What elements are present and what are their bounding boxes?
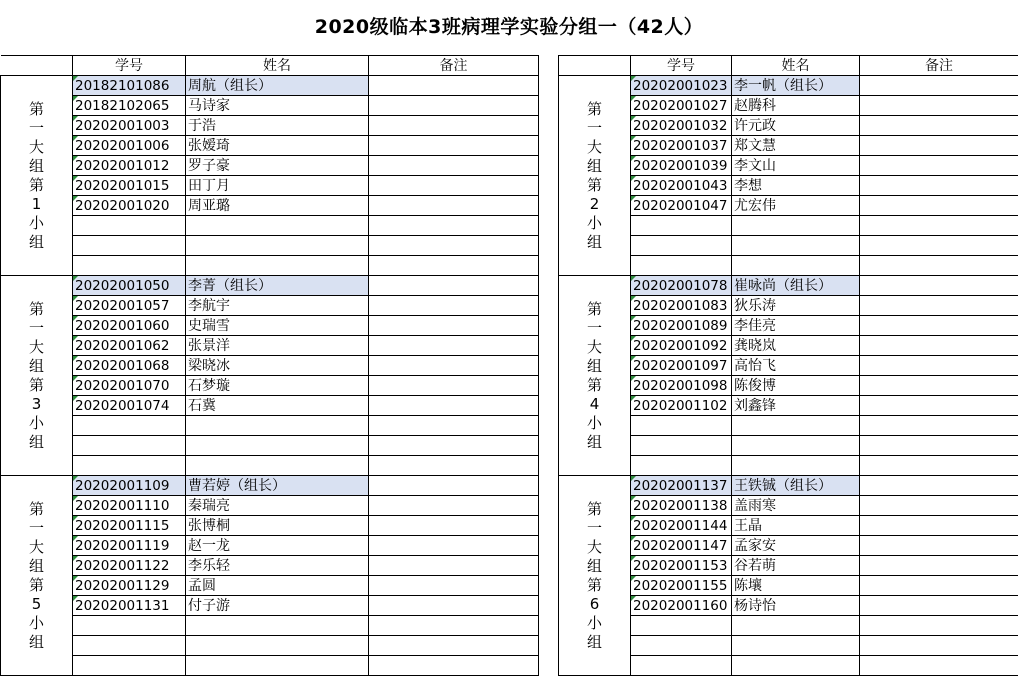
note-cell[interactable]	[369, 236, 539, 256]
group-label-char: 一	[559, 319, 630, 338]
student-id-cell[interactable]: 20202001068	[73, 356, 186, 376]
student-name-cell[interactable]	[732, 416, 860, 436]
table-row	[1, 456, 539, 476]
group-label-char: 大	[1, 338, 72, 357]
group-label-char: 3	[1, 395, 72, 414]
note-cell[interactable]	[860, 656, 1018, 676]
student-id-cell[interactable]: 20202001098	[631, 376, 732, 396]
note-cell[interactable]	[860, 556, 1018, 576]
group-label-char: 6	[559, 595, 630, 614]
group-label[interactable]	[559, 76, 631, 276]
note-cell[interactable]	[860, 476, 1018, 496]
student-id-cell[interactable]: 20202001032	[631, 116, 732, 136]
group-label-char: 小	[559, 614, 630, 633]
note-cell[interactable]	[860, 416, 1018, 436]
group-label-char: 组	[559, 357, 630, 376]
student-id-cell[interactable]: 20202001062	[73, 336, 186, 356]
student-id-cell[interactable]: 20202001057	[73, 296, 186, 316]
student-name-cell[interactable]	[186, 636, 369, 656]
note-cell[interactable]	[860, 376, 1018, 396]
student-id-cell[interactable]: 20202001137	[631, 476, 732, 496]
student-id-cell[interactable]	[73, 436, 186, 456]
group-label[interactable]	[559, 476, 631, 676]
student-id-cell[interactable]: 20202001027	[631, 96, 732, 116]
student-id-cell[interactable]	[631, 236, 732, 256]
student-name-cell[interactable]: 石梦璇	[186, 376, 369, 396]
note-cell[interactable]	[369, 276, 539, 296]
student-name-cell[interactable]: 王铁铖（组长）	[732, 476, 860, 496]
note-cell[interactable]	[369, 596, 539, 616]
student-name-cell[interactable]	[186, 456, 369, 476]
student-name-cell[interactable]: 孟家安	[732, 536, 860, 556]
table-row	[1, 436, 539, 456]
student-id-cell[interactable]	[631, 656, 732, 676]
note-cell[interactable]	[369, 556, 539, 576]
table-row	[559, 476, 1018, 496]
student-name-cell[interactable]: 狄乐涛	[732, 296, 860, 316]
note-cell[interactable]	[860, 96, 1018, 116]
student-id-cell[interactable]	[631, 416, 732, 436]
student-name-cell[interactable]: 陈壤	[732, 576, 860, 596]
student-name-cell[interactable]: 龚晓岚	[732, 336, 860, 356]
table-row	[1, 536, 539, 556]
student-id-cell[interactable]: 20202001050	[73, 276, 186, 296]
group-label-char: 第	[559, 376, 630, 395]
group-label-char: 小	[1, 214, 72, 233]
student-name-cell[interactable]: 李菁（组长）	[186, 276, 369, 296]
table-row	[1, 116, 539, 136]
note-cell[interactable]	[860, 336, 1018, 356]
student-name-cell[interactable]	[732, 236, 860, 256]
note-cell[interactable]	[369, 316, 539, 336]
student-name-cell[interactable]: 李佳亮	[732, 316, 860, 336]
student-id-cell[interactable]: 20202001122	[73, 556, 186, 576]
student-id-cell[interactable]	[73, 236, 186, 256]
student-name-cell[interactable]: 高怡飞	[732, 356, 860, 376]
right-group-table	[558, 55, 1018, 676]
note-cell[interactable]	[860, 316, 1018, 336]
group-label-char: 大	[559, 338, 630, 357]
group-label[interactable]	[1, 276, 73, 476]
student-name-cell[interactable]	[186, 416, 369, 436]
table-row	[1, 216, 539, 236]
student-name-cell[interactable]	[186, 256, 369, 276]
student-id-cell[interactable]	[631, 456, 732, 476]
note-cell[interactable]	[369, 436, 539, 456]
student-name-cell[interactable]: 张景洋	[186, 336, 369, 356]
note-cell[interactable]	[860, 576, 1018, 596]
table-row	[1, 276, 539, 296]
student-name-cell[interactable]	[186, 436, 369, 456]
table-row	[1, 616, 539, 636]
group-label-char: 大	[559, 538, 630, 557]
student-name-cell[interactable]: 梁晓冰	[186, 356, 369, 376]
student-name-cell[interactable]	[732, 216, 860, 236]
student-id-cell[interactable]	[73, 256, 186, 276]
header-student-id[interactable]: 学号	[631, 56, 732, 76]
note-cell[interactable]	[369, 196, 539, 216]
group-label-char: 第	[1, 376, 72, 395]
left-group-table	[0, 55, 539, 676]
group-label-char: 第	[559, 500, 630, 519]
student-id-cell[interactable]: 20202001138	[631, 496, 732, 516]
student-name-cell[interactable]: 李想	[732, 176, 860, 196]
student-name-cell[interactable]: 张博桐	[186, 516, 369, 536]
group-label-char: 1	[1, 195, 72, 214]
student-id-cell[interactable]	[73, 216, 186, 236]
note-cell[interactable]	[860, 176, 1018, 196]
group-label-char: 组	[559, 157, 630, 176]
table-row	[1, 656, 539, 676]
note-cell[interactable]	[860, 196, 1018, 216]
header-note[interactable]: 备注	[860, 56, 1018, 76]
student-name-cell[interactable]: 刘鑫锋	[732, 396, 860, 416]
table-row	[1, 136, 539, 156]
note-cell[interactable]	[860, 436, 1018, 456]
student-name-cell[interactable]: 秦瑞亮	[186, 496, 369, 516]
student-id-cell[interactable]: 20202001119	[73, 536, 186, 556]
note-cell[interactable]	[860, 276, 1018, 296]
note-cell[interactable]	[369, 116, 539, 136]
group-label-char: 大	[559, 138, 630, 157]
student-name-cell[interactable]: 赵一龙	[186, 536, 369, 556]
student-name-cell[interactable]: 周亚璐	[186, 196, 369, 216]
student-id-cell[interactable]: 20202001131	[73, 596, 186, 616]
student-id-cell[interactable]	[631, 616, 732, 636]
student-name-cell[interactable]: 史瑞雪	[186, 316, 369, 336]
note-cell[interactable]	[369, 416, 539, 436]
group-label-char: 第	[1, 500, 72, 519]
group-label-char: 4	[559, 395, 630, 414]
group-label-char: 组	[1, 433, 72, 452]
student-id-cell[interactable]: 20202001070	[73, 376, 186, 396]
student-id-cell[interactable]	[73, 456, 186, 476]
group-label-char: 大	[1, 138, 72, 157]
student-name-cell[interactable]: 郑文慧	[732, 136, 860, 156]
note-cell[interactable]	[860, 296, 1018, 316]
group-label[interactable]	[1, 476, 73, 676]
student-name-cell[interactable]: 崔咏尚（组长）	[732, 276, 860, 296]
student-id-cell[interactable]: 20202001006	[73, 136, 186, 156]
note-cell[interactable]	[369, 176, 539, 196]
table-row	[1, 416, 539, 436]
student-id-cell[interactable]	[631, 436, 732, 456]
table-row	[1, 76, 539, 96]
group-label-char: 5	[1, 595, 72, 614]
table-row	[1, 236, 539, 256]
student-id-cell[interactable]	[73, 656, 186, 676]
student-id-cell[interactable]: 20202001078	[631, 276, 732, 296]
group-label-char: 组	[1, 157, 72, 176]
student-id-cell[interactable]: 20202001097	[631, 356, 732, 376]
group-label-char: 一	[1, 319, 72, 338]
sheet-title: 2020级临本3班病理学实验分组一（42人）	[0, 0, 1018, 54]
student-name-cell[interactable]: 曹若婷（组长）	[186, 476, 369, 496]
student-name-cell[interactable]	[732, 436, 860, 456]
group-label-char: 小	[1, 414, 72, 433]
note-cell[interactable]	[369, 356, 539, 376]
student-name-cell[interactable]: 谷若萌	[732, 556, 860, 576]
student-name-cell[interactable]: 李一帆（组长）	[732, 76, 860, 96]
header-student-id[interactable]: 学号	[73, 56, 186, 76]
student-id-cell[interactable]: 20202001074	[73, 396, 186, 416]
student-id-cell[interactable]: 20202001023	[631, 76, 732, 96]
group-label-char: 第	[1, 100, 72, 119]
group-label-char: 一	[559, 119, 630, 138]
note-cell[interactable]	[369, 496, 539, 516]
header-note[interactable]: 备注	[369, 56, 539, 76]
student-name-cell[interactable]: 田丁月	[186, 176, 369, 196]
student-name-cell[interactable]: 王晶	[732, 516, 860, 536]
group-label-char: 第	[559, 176, 630, 195]
corner-cell	[559, 56, 631, 76]
group-label-char: 小	[559, 414, 630, 433]
student-id-cell[interactable]: 20202001092	[631, 336, 732, 356]
student-id-cell[interactable]: 20202001015	[73, 176, 186, 196]
note-cell[interactable]	[860, 76, 1018, 96]
student-name-cell[interactable]: 盖雨寒	[732, 496, 860, 516]
group-label-char: 组	[1, 233, 72, 252]
table-row	[1, 316, 539, 336]
group-label-char: 组	[559, 233, 630, 252]
group-label-char: 组	[1, 633, 72, 652]
student-id-cell[interactable]: 20202001003	[73, 116, 186, 136]
group-label-char: 大	[1, 538, 72, 557]
group-label-char: 组	[559, 433, 630, 452]
student-id-cell[interactable]: 20202001102	[631, 396, 732, 416]
student-name-cell[interactable]: 付子游	[186, 596, 369, 616]
student-id-cell[interactable]: 20202001155	[631, 576, 732, 596]
note-cell[interactable]	[860, 156, 1018, 176]
table-row	[1, 156, 539, 176]
group-label-char: 组	[559, 557, 630, 576]
student-name-cell[interactable]	[732, 636, 860, 656]
student-name-cell[interactable]: 杨诗怡	[732, 596, 860, 616]
note-cell[interactable]	[369, 516, 539, 536]
note-cell[interactable]	[860, 236, 1018, 256]
student-name-cell[interactable]: 许元政	[732, 116, 860, 136]
note-cell[interactable]	[860, 496, 1018, 516]
table-row	[1, 376, 539, 396]
student-name-cell[interactable]	[186, 216, 369, 236]
group-label-char: 组	[559, 633, 630, 652]
student-id-cell[interactable]: 20182102065	[73, 96, 186, 116]
student-id-cell[interactable]: 20202001083	[631, 296, 732, 316]
group-label-char: 第	[559, 576, 630, 595]
note-cell[interactable]	[369, 396, 539, 416]
table-row	[1, 256, 539, 276]
group-label[interactable]	[1, 76, 73, 276]
note-cell[interactable]	[369, 216, 539, 236]
table-row	[1, 176, 539, 196]
student-name-cell[interactable]	[732, 616, 860, 636]
table-row	[1, 96, 539, 116]
note-cell[interactable]	[369, 336, 539, 356]
student-id-cell[interactable]: 20202001039	[631, 156, 732, 176]
student-id-cell[interactable]: 20202001060	[73, 316, 186, 336]
note-cell[interactable]	[369, 156, 539, 176]
group-label-char: 小	[559, 214, 630, 233]
student-id-cell[interactable]	[73, 636, 186, 656]
student-name-cell[interactable]: 罗子豪	[186, 156, 369, 176]
student-name-cell[interactable]: 孟圆	[186, 576, 369, 596]
note-cell[interactable]	[369, 96, 539, 116]
student-id-cell[interactable]: 20202001043	[631, 176, 732, 196]
table-row	[1, 596, 539, 616]
student-name-cell[interactable]: 于浩	[186, 116, 369, 136]
student-id-cell[interactable]: 20202001012	[73, 156, 186, 176]
table-row	[1, 396, 539, 416]
note-cell[interactable]	[369, 76, 539, 96]
note-cell[interactable]	[369, 136, 539, 156]
student-id-cell[interactable]	[73, 616, 186, 636]
table-row	[1, 336, 539, 356]
student-name-cell[interactable]: 张嫒琦	[186, 136, 369, 156]
group-label-char: 第	[559, 300, 630, 319]
table-row	[559, 276, 1018, 296]
group-label-char: 第	[1, 300, 72, 319]
student-name-cell[interactable]: 尤宏伟	[732, 196, 860, 216]
student-id-cell[interactable]: 20202001037	[631, 136, 732, 156]
table-row	[1, 356, 539, 376]
note-cell[interactable]	[860, 456, 1018, 476]
group-label-char: 组	[1, 557, 72, 576]
student-id-cell[interactable]	[631, 636, 732, 656]
student-name-cell[interactable]	[732, 256, 860, 276]
note-cell[interactable]	[860, 356, 1018, 376]
group-label-char: 第	[1, 576, 72, 595]
student-id-cell[interactable]: 20202001115	[73, 516, 186, 536]
student-id-cell[interactable]: 20202001089	[631, 316, 732, 336]
note-cell[interactable]	[860, 116, 1018, 136]
table-row	[1, 636, 539, 656]
table-row	[1, 556, 539, 576]
note-cell[interactable]	[369, 376, 539, 396]
student-id-cell[interactable]	[73, 416, 186, 436]
group-label-char: 小	[1, 614, 72, 633]
student-name-cell[interactable]: 周航（组长）	[186, 76, 369, 96]
note-cell[interactable]	[860, 216, 1018, 236]
student-name-cell[interactable]: 石冀	[186, 396, 369, 416]
group-label-char: 一	[1, 119, 72, 138]
student-id-cell[interactable]: 20182101086	[73, 76, 186, 96]
student-name-cell[interactable]: 李乐轻	[186, 556, 369, 576]
header-name[interactable]: 姓名	[186, 56, 369, 76]
group-label-char: 一	[559, 519, 630, 538]
note-cell[interactable]	[369, 636, 539, 656]
student-id-cell[interactable]: 20202001147	[631, 536, 732, 556]
student-id-cell[interactable]: 20202001047	[631, 196, 732, 216]
note-cell[interactable]	[860, 536, 1018, 556]
student-name-cell[interactable]: 赵腾科	[732, 96, 860, 116]
student-id-cell[interactable]: 20202001144	[631, 516, 732, 536]
group-label[interactable]	[559, 276, 631, 476]
note-cell[interactable]	[860, 596, 1018, 616]
student-id-cell[interactable]: 20202001153	[631, 556, 732, 576]
note-cell[interactable]	[369, 456, 539, 476]
note-cell[interactable]	[369, 536, 539, 556]
student-name-cell[interactable]: 李航宇	[186, 296, 369, 316]
student-name-cell[interactable]	[186, 236, 369, 256]
student-id-cell[interactable]: 20202001109	[73, 476, 186, 496]
note-cell[interactable]	[860, 136, 1018, 156]
student-name-cell[interactable]: 李文山	[732, 156, 860, 176]
header-name[interactable]: 姓名	[732, 56, 860, 76]
student-id-cell[interactable]	[631, 216, 732, 236]
student-id-cell[interactable]	[631, 256, 732, 276]
table-row	[1, 516, 539, 536]
table-row	[1, 296, 539, 316]
note-cell[interactable]	[369, 256, 539, 276]
note-cell[interactable]	[860, 396, 1018, 416]
group-label-char: 组	[1, 357, 72, 376]
corner-cell	[1, 56, 73, 76]
group-label-char: 第	[559, 100, 630, 119]
note-cell[interactable]	[860, 256, 1018, 276]
table-row	[1, 476, 539, 496]
student-name-cell[interactable]	[186, 656, 369, 676]
student-name-cell[interactable]	[732, 456, 860, 476]
table-row	[1, 496, 539, 516]
table-row	[1, 196, 539, 216]
note-cell[interactable]	[860, 516, 1018, 536]
student-name-cell[interactable]	[732, 656, 860, 676]
note-cell[interactable]	[369, 576, 539, 596]
note-cell[interactable]	[369, 656, 539, 676]
student-name-cell[interactable]: 陈俊博	[732, 376, 860, 396]
note-cell[interactable]	[860, 616, 1018, 636]
student-id-cell[interactable]: 20202001020	[73, 196, 186, 216]
table-row	[1, 576, 539, 596]
note-cell[interactable]	[369, 296, 539, 316]
student-id-cell[interactable]: 20202001129	[73, 576, 186, 596]
group-label-char: 2	[559, 195, 630, 214]
note-cell[interactable]	[369, 616, 539, 636]
note-cell[interactable]	[860, 636, 1018, 656]
table-row	[559, 76, 1018, 96]
note-cell[interactable]	[369, 476, 539, 496]
student-name-cell[interactable]	[186, 616, 369, 636]
student-id-cell[interactable]: 20202001110	[73, 496, 186, 516]
group-label-char: 第	[1, 176, 72, 195]
student-id-cell[interactable]: 20202001160	[631, 596, 732, 616]
group-label-char: 一	[1, 519, 72, 538]
student-name-cell[interactable]: 马诗家	[186, 96, 369, 116]
